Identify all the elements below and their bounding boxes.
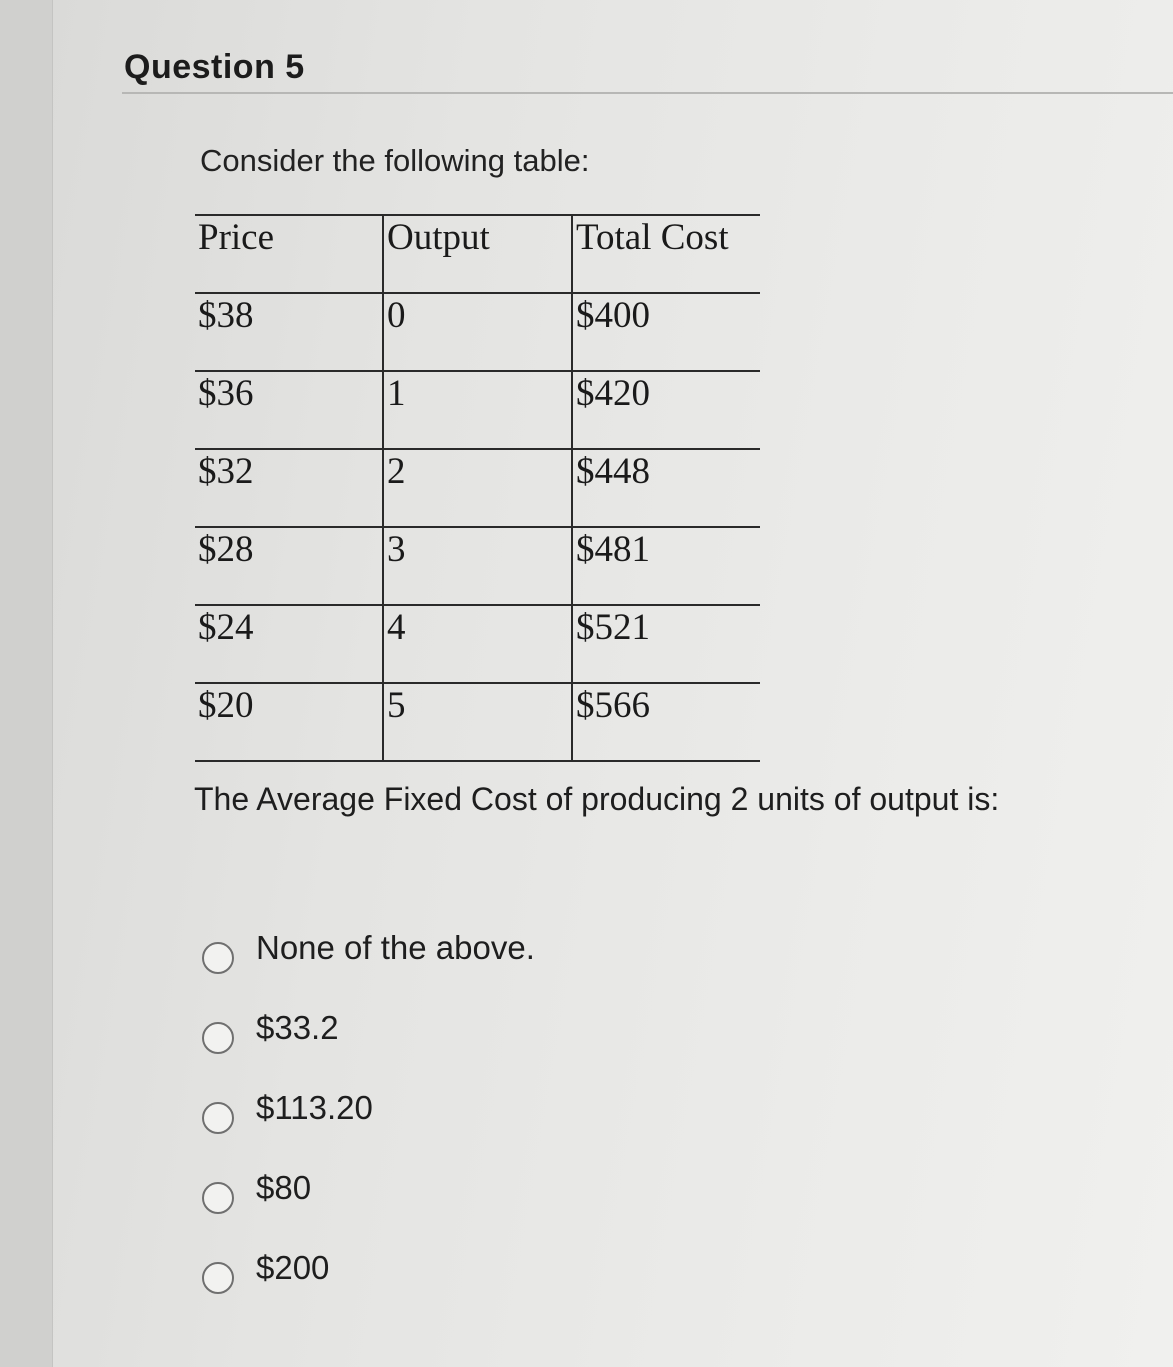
total-cost-cell: $448 — [572, 449, 760, 527]
answer-option-none[interactable] — [202, 928, 535, 1008]
answer-options — [202, 928, 535, 1328]
table-row — [195, 449, 760, 527]
radio-button[interactable] — [202, 1102, 234, 1134]
table-row — [195, 293, 760, 371]
answer-option-113-20[interactable] — [202, 1088, 535, 1168]
radio-button[interactable] — [202, 942, 234, 974]
left-margin-strip — [0, 0, 53, 1367]
total-cost-cell: $400 — [572, 293, 760, 371]
option-label: $80 — [256, 1169, 312, 1206]
table-row — [195, 527, 760, 605]
radio-button[interactable] — [202, 1262, 234, 1294]
title-divider — [122, 92, 1173, 94]
table-header-row — [195, 215, 760, 293]
question-prompt: The Average Fixed Cost of producing 2 units of output is: — [194, 781, 1000, 817]
answer-option-33-2[interactable] — [202, 1008, 535, 1088]
price-cell: $32 — [195, 449, 383, 527]
option-label: $113.20 — [256, 1089, 373, 1126]
option-label: $200 — [256, 1249, 330, 1286]
total-cost-cell: $521 — [572, 605, 760, 683]
cost-table — [195, 214, 760, 762]
price-cell: $38 — [195, 293, 383, 371]
column-header-price: Price — [195, 215, 383, 293]
output-cell: 0 — [383, 293, 572, 371]
table-row — [195, 605, 760, 683]
radio-button[interactable] — [202, 1022, 234, 1054]
radio-button[interactable] — [202, 1182, 234, 1214]
price-cell: $20 — [195, 683, 383, 761]
option-label: $33.2 — [256, 1009, 339, 1046]
output-cell: 2 — [383, 449, 572, 527]
output-cell: 3 — [383, 527, 572, 605]
question-intro: Consider the following table: — [200, 143, 590, 178]
column-header-total-cost: Total Cost — [572, 215, 760, 293]
price-cell: $24 — [195, 605, 383, 683]
output-cell: 5 — [383, 683, 572, 761]
total-cost-cell: $481 — [572, 527, 760, 605]
column-header-output: Output — [383, 215, 572, 293]
output-cell: 4 — [383, 605, 572, 683]
table-row — [195, 371, 760, 449]
question-title: Question 5 — [124, 48, 305, 86]
total-cost-cell: $420 — [572, 371, 760, 449]
table-row — [195, 683, 760, 761]
answer-option-200[interactable] — [202, 1248, 535, 1328]
price-cell: $36 — [195, 371, 383, 449]
answer-option-80[interactable] — [202, 1168, 535, 1248]
option-label: None of the above. — [256, 929, 535, 966]
output-cell: 1 — [383, 371, 572, 449]
price-cell: $28 — [195, 527, 383, 605]
total-cost-cell: $566 — [572, 683, 760, 761]
